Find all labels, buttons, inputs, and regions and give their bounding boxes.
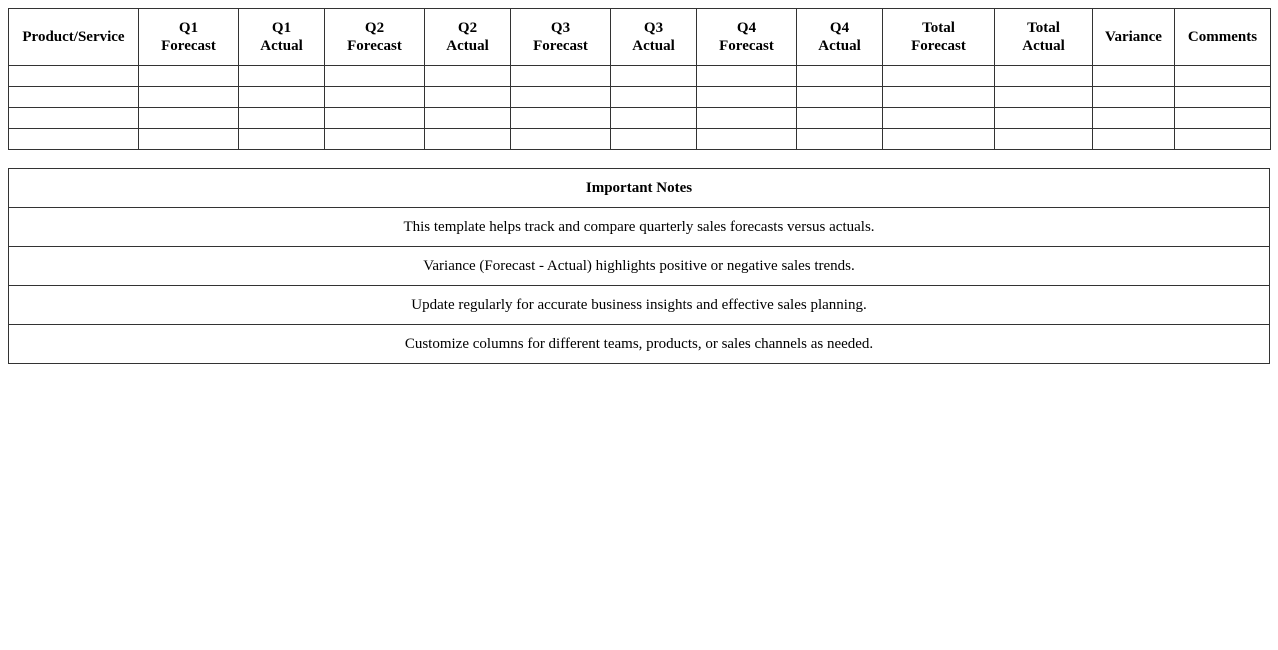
- table-cell[interactable]: [9, 129, 139, 150]
- column-header-text: Q3: [550, 20, 571, 36]
- column-header: [697, 9, 797, 66]
- table-cell[interactable]: [697, 66, 797, 87]
- table-cell[interactable]: [425, 66, 511, 87]
- table-cell[interactable]: [611, 108, 697, 129]
- column-header: [1093, 9, 1175, 66]
- column-header: [9, 9, 139, 66]
- table-cell[interactable]: [995, 129, 1093, 150]
- table-row: [9, 129, 1271, 150]
- table-cell[interactable]: [883, 129, 995, 150]
- column-header: [797, 9, 883, 66]
- table-cell[interactable]: [511, 87, 611, 108]
- column-header-text: Forecast: [719, 38, 774, 54]
- table-cell[interactable]: [9, 66, 139, 87]
- column-header-text: Q1: [271, 20, 292, 36]
- table-cell[interactable]: [611, 87, 697, 108]
- table-cell[interactable]: [425, 87, 511, 108]
- table-cell[interactable]: [325, 66, 425, 87]
- table-cell[interactable]: [425, 108, 511, 129]
- column-header: [425, 9, 511, 66]
- table-cell[interactable]: [697, 129, 797, 150]
- table-cell[interactable]: [139, 66, 239, 87]
- column-header: [611, 9, 697, 66]
- table-cell[interactable]: [883, 66, 995, 87]
- column-header: [995, 9, 1093, 66]
- note-item: Customize columns for different teams, products, or sales channels as needed.: [9, 325, 1270, 364]
- column-header-text: Q3: [643, 20, 664, 36]
- column-header-text: Q2: [457, 20, 478, 36]
- notes-title: Important Notes: [9, 169, 1270, 208]
- table-cell[interactable]: [239, 66, 325, 87]
- table-cell[interactable]: [1093, 108, 1175, 129]
- table-cell[interactable]: [425, 129, 511, 150]
- table-cell[interactable]: [325, 87, 425, 108]
- column-header-text: Q1: [178, 20, 199, 36]
- table-cell[interactable]: [611, 66, 697, 87]
- page: [8, 8, 1270, 364]
- table-cell[interactable]: [9, 108, 139, 129]
- column-header: [511, 9, 611, 66]
- table-cell[interactable]: [239, 108, 325, 129]
- table-cell[interactable]: [139, 108, 239, 129]
- note-item: Update regularly for accurate business insights and effective sales planning.: [9, 286, 1270, 325]
- table-cell[interactable]: [1093, 66, 1175, 87]
- table-cell[interactable]: [883, 87, 995, 108]
- table-cell[interactable]: [511, 108, 611, 129]
- table-cell[interactable]: [797, 108, 883, 129]
- table-cell[interactable]: [1093, 129, 1175, 150]
- table-cell[interactable]: [511, 129, 611, 150]
- important-notes-table: [8, 168, 1270, 364]
- column-header-text: Actual: [1022, 38, 1065, 54]
- column-header-text: Forecast: [533, 38, 588, 54]
- table-cell[interactable]: [1175, 66, 1271, 87]
- table-cell[interactable]: [325, 129, 425, 150]
- table-cell[interactable]: [995, 87, 1093, 108]
- column-header-text: Forecast: [347, 38, 402, 54]
- table-cell[interactable]: [883, 108, 995, 129]
- sales-forecast-table: [8, 8, 1271, 150]
- table-cell[interactable]: [995, 108, 1093, 129]
- column-header: [1175, 9, 1271, 66]
- column-header-text: Total: [922, 20, 955, 36]
- table-cell[interactable]: [797, 66, 883, 87]
- column-header-text: Forecast: [911, 38, 966, 54]
- column-header-text: Product/Service: [22, 29, 125, 45]
- column-header-text: Q2: [364, 20, 385, 36]
- table-cell[interactable]: [239, 129, 325, 150]
- column-header-text: Comments: [1187, 29, 1258, 45]
- table-cell[interactable]: [1175, 87, 1271, 108]
- table-row: [9, 108, 1271, 129]
- column-header-text: Actual: [818, 38, 861, 54]
- table-cell[interactable]: [611, 129, 697, 150]
- note-item: Variance (Forecast - Actual) highlights positive or negative sales trends.: [9, 247, 1270, 286]
- table-cell[interactable]: [697, 87, 797, 108]
- column-header: [883, 9, 995, 66]
- column-header-text: Q4: [829, 20, 850, 36]
- column-header: [239, 9, 325, 66]
- column-header-text: Variance: [1105, 29, 1162, 45]
- table-row: [9, 87, 1271, 108]
- column-header: [325, 9, 425, 66]
- column-header-text: Total: [1027, 20, 1060, 36]
- table-cell[interactable]: [511, 66, 611, 87]
- column-header-text: Q4: [736, 20, 757, 36]
- table-row: [9, 66, 1271, 87]
- table-cell[interactable]: [1093, 87, 1175, 108]
- table-cell[interactable]: [139, 87, 239, 108]
- note-item: This template helps track and compare quarterly sales forecasts versus actuals.: [9, 208, 1270, 247]
- column-header: [139, 9, 239, 66]
- column-header-text: Actual: [260, 38, 303, 54]
- column-header-text: Actual: [632, 38, 675, 54]
- table-body: [9, 66, 1271, 150]
- table-cell[interactable]: [1175, 108, 1271, 129]
- table-cell[interactable]: [797, 87, 883, 108]
- table-cell[interactable]: [995, 66, 1093, 87]
- header-row: [9, 9, 1271, 66]
- table-cell[interactable]: [1175, 129, 1271, 150]
- table-cell[interactable]: [325, 108, 425, 129]
- table-cell[interactable]: [9, 87, 139, 108]
- table-cell[interactable]: [239, 87, 325, 108]
- table-cell[interactable]: [139, 129, 239, 150]
- column-header-text: Actual: [446, 38, 489, 54]
- column-header-text: Forecast: [161, 38, 216, 54]
- table-cell[interactable]: [797, 129, 883, 150]
- table-cell[interactable]: [697, 108, 797, 129]
